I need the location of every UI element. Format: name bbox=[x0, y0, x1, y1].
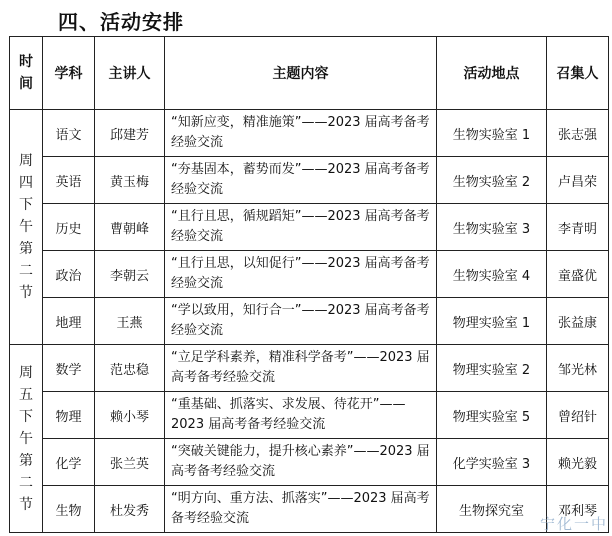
schedule-table bbox=[9, 36, 609, 533]
convener-cell: 卢昌荣 bbox=[547, 157, 609, 204]
header-topic: 主题内容 bbox=[165, 37, 437, 110]
location-cell: 物理实验室 2 bbox=[437, 345, 547, 392]
convener-cell: 张益康 bbox=[547, 298, 609, 345]
topic-cell: “突破关键能力，提升核心素养”——2023 届高考备考经验交流 bbox=[165, 439, 437, 486]
header-convener: 召集人 bbox=[547, 37, 609, 110]
speaker-cell: 赖小琴 bbox=[95, 392, 165, 439]
speaker-cell: 张兰英 bbox=[95, 439, 165, 486]
location-cell: 生物实验室 3 bbox=[437, 204, 547, 251]
topic-cell: “学以致用，知行合一”——2023 届高考备考经验交流 bbox=[165, 298, 437, 345]
time-slot-char: 二 bbox=[19, 263, 33, 279]
subject-cell: 政治 bbox=[43, 251, 95, 298]
time-slot-char: 下 bbox=[19, 197, 33, 213]
location-cell: 生物实验室 1 bbox=[437, 110, 547, 157]
speaker-cell: 曹朝峰 bbox=[95, 204, 165, 251]
table-row bbox=[10, 157, 609, 204]
location-cell: 生物实验室 2 bbox=[437, 157, 547, 204]
topic-cell: “重基础、抓落实、求发展、待花开”——2023 届高考备考经验交流 bbox=[165, 392, 437, 439]
table-row bbox=[10, 204, 609, 251]
time-slot-char: 午 bbox=[19, 430, 33, 447]
time-slot-char: 周 bbox=[19, 153, 33, 169]
header-time bbox=[10, 37, 43, 110]
header-row bbox=[10, 37, 609, 110]
topic-cell: “明方向、重方法、抓落实”——2023 届高考备考经验交流 bbox=[165, 486, 437, 533]
subject-cell: 物理 bbox=[43, 392, 95, 439]
table-row bbox=[10, 298, 609, 345]
subject-cell: 生物 bbox=[43, 486, 95, 533]
table-row bbox=[10, 110, 609, 157]
header-location: 活动地点 bbox=[437, 37, 547, 110]
time-slot-char: 第 bbox=[19, 241, 33, 257]
subject-cell: 历史 bbox=[43, 204, 95, 251]
speaker-cell: 范忠稳 bbox=[95, 345, 165, 392]
topic-cell: “夯基固本，蓄势而发”——2023 届高考备考经验交流 bbox=[165, 157, 437, 204]
convener-cell: 曾绍针 bbox=[547, 392, 609, 439]
time-slot-char: 午 bbox=[19, 219, 33, 235]
speaker-cell: 李朝云 bbox=[95, 251, 165, 298]
convener-cell: 邓利琴 bbox=[547, 486, 609, 533]
time-slot-char: 节 bbox=[19, 285, 33, 301]
topic-cell: “且行且思，循规蹈矩”——2023 届高考备考经验交流 bbox=[165, 204, 437, 251]
time-slot-char: 周 bbox=[19, 364, 33, 381]
topic-cell: “立足学科素养，精准科学备考”——2023 届高考备考经验交流 bbox=[165, 345, 437, 392]
location-cell: 生物实验室 4 bbox=[437, 251, 547, 298]
location-cell: 物理实验室 1 bbox=[437, 298, 547, 345]
location-cell: 化学实验室 3 bbox=[437, 439, 547, 486]
convener-cell: 李青明 bbox=[547, 204, 609, 251]
speaker-cell: 王燕 bbox=[95, 298, 165, 345]
subject-cell: 英语 bbox=[43, 157, 95, 204]
speaker-cell: 邱建芳 bbox=[95, 110, 165, 157]
table-row bbox=[10, 345, 609, 392]
header-time-char: 时 bbox=[19, 54, 33, 70]
topic-cell: “且行且思，以知促行”——2023 届高考备考经验交流 bbox=[165, 251, 437, 298]
subject-cell: 化学 bbox=[43, 439, 95, 486]
time-slot-cell bbox=[10, 110, 43, 345]
convener-cell: 赖光毅 bbox=[547, 439, 609, 486]
convener-cell: 张志强 bbox=[547, 110, 609, 157]
header-subject: 学科 bbox=[43, 37, 95, 110]
time-slot-char: 节 bbox=[19, 496, 33, 513]
speaker-cell: 黄玉梅 bbox=[95, 157, 165, 204]
location-cell: 物理实验室 5 bbox=[437, 392, 547, 439]
time-slot-char: 四 bbox=[19, 175, 33, 191]
topic-cell: “知新应变，精准施策”——2023 届高考备考经验交流 bbox=[165, 110, 437, 157]
time-slot-cell bbox=[10, 345, 43, 533]
time-slot-char: 下 bbox=[19, 408, 33, 425]
time-slot-char: 二 bbox=[19, 474, 33, 491]
section-heading: 四、活动安排 bbox=[58, 10, 184, 34]
time-slot-char: 五 bbox=[19, 386, 33, 403]
table-row bbox=[10, 439, 609, 486]
subject-cell: 语文 bbox=[43, 110, 95, 157]
header-time-char: 间 bbox=[19, 76, 33, 92]
subject-cell: 数学 bbox=[43, 345, 95, 392]
table-row bbox=[10, 392, 609, 439]
convener-cell: 童盛优 bbox=[547, 251, 609, 298]
time-slot-char: 第 bbox=[19, 452, 33, 469]
header-speaker: 主讲人 bbox=[95, 37, 165, 110]
location-cell: 生物探究室 bbox=[437, 486, 547, 533]
watermark: 宁化一中 bbox=[539, 515, 608, 533]
convener-cell: 邹光林 bbox=[547, 345, 609, 392]
table-row bbox=[10, 486, 609, 533]
subject-cell: 地理 bbox=[43, 298, 95, 345]
table-row bbox=[10, 251, 609, 298]
speaker-cell: 杜发秀 bbox=[95, 486, 165, 533]
